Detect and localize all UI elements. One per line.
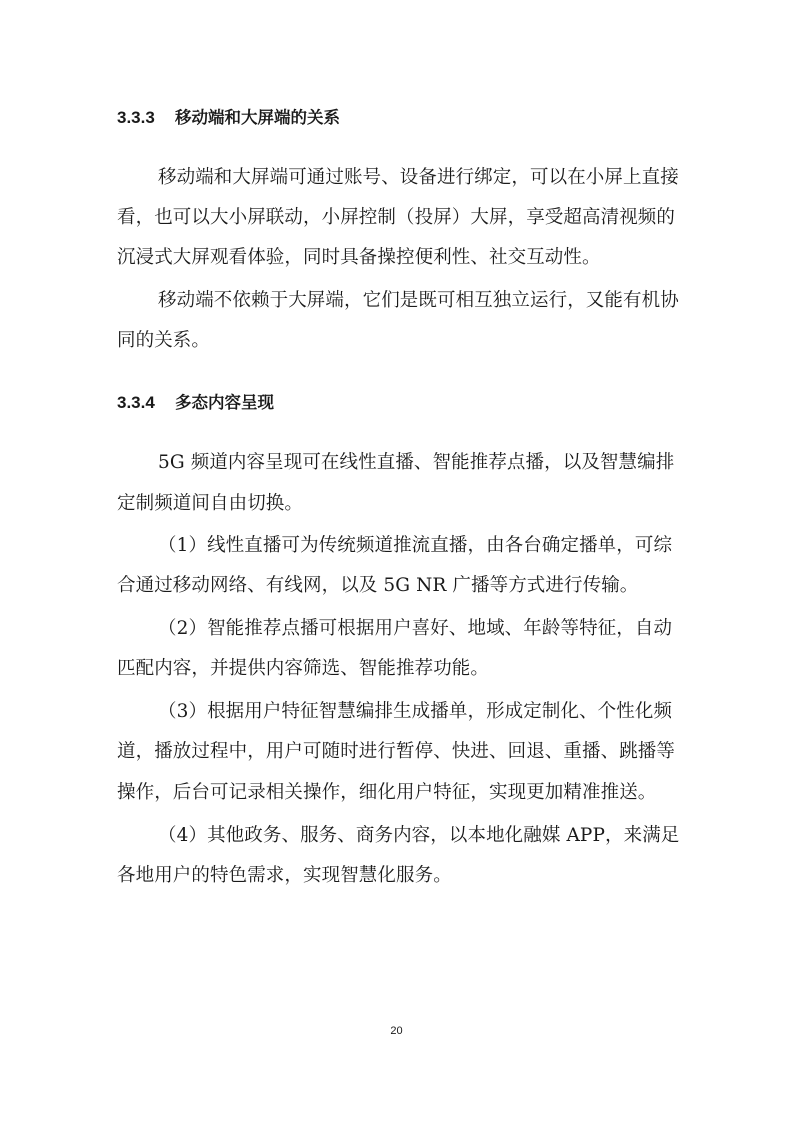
paragraph-line: 看，也可以大小屏联动，小屏控制（投屏）大屏，享受超高清视频的 (117, 207, 676, 228)
paragraph-line: 道，播放过程中，用户可随时进行暂停、快进、回退、重播、跳播等 (117, 741, 676, 762)
paragraph-line: 沉浸式大屏观看体验，同时具备操控便利性、社交互动性。 (117, 247, 601, 268)
paragraph-line: （1）线性直播可为传统频道推流直播，由各台确定播单，可综 (158, 535, 673, 556)
paragraph-line: 移动端不依赖于大屏端，它们是既可相互独立运行，又能有机协 (158, 290, 679, 311)
section-title: 多态内容呈现 (175, 393, 274, 412)
page-number: 20 (390, 1025, 403, 1037)
paragraph-line: 各地用户的特色需求，实现智慧化服务。 (117, 865, 452, 886)
paragraph-line: 操作，后台可记录相关操作，细化用户特征，实现更加精准推送。 (117, 782, 657, 803)
section-number: 3.3.4 (117, 393, 155, 412)
section-heading-3-3-3 (117, 106, 340, 130)
paragraph-line: 同的关系。 (117, 330, 211, 351)
paragraph-line: 合通过移动网络、有线网，以及 5G NR 广播等方式进行传输。 (117, 575, 639, 596)
paragraph-line: 定制频道间自由切换。 (117, 493, 304, 514)
paragraph-line: （4）其他政务、服务、商务内容，以本地化融媒 APP，来满足 (158, 825, 680, 846)
paragraph-line: 移动端和大屏端可通过账号、设备进行绑定，可以在小屏上直接 (158, 167, 679, 188)
section-number: 3.3.3 (117, 108, 155, 127)
paragraph-line: （3）根据用户特征智慧编排生成播单，形成定制化、个性化频 (158, 701, 673, 722)
paragraph-line: （2）智能推荐点播可根据用户喜好、地域、年龄等特征，自动 (158, 618, 673, 639)
paragraph-line: 匹配内容，并提供内容筛选、智能推荐功能。 (117, 658, 490, 679)
section-title: 移动端和大屏端的关系 (175, 108, 340, 127)
paragraph-line: 5G 频道内容呈现可在线性直播、智能推荐点播，以及智慧编排 (158, 452, 675, 473)
section-heading-3-3-4 (117, 391, 274, 415)
